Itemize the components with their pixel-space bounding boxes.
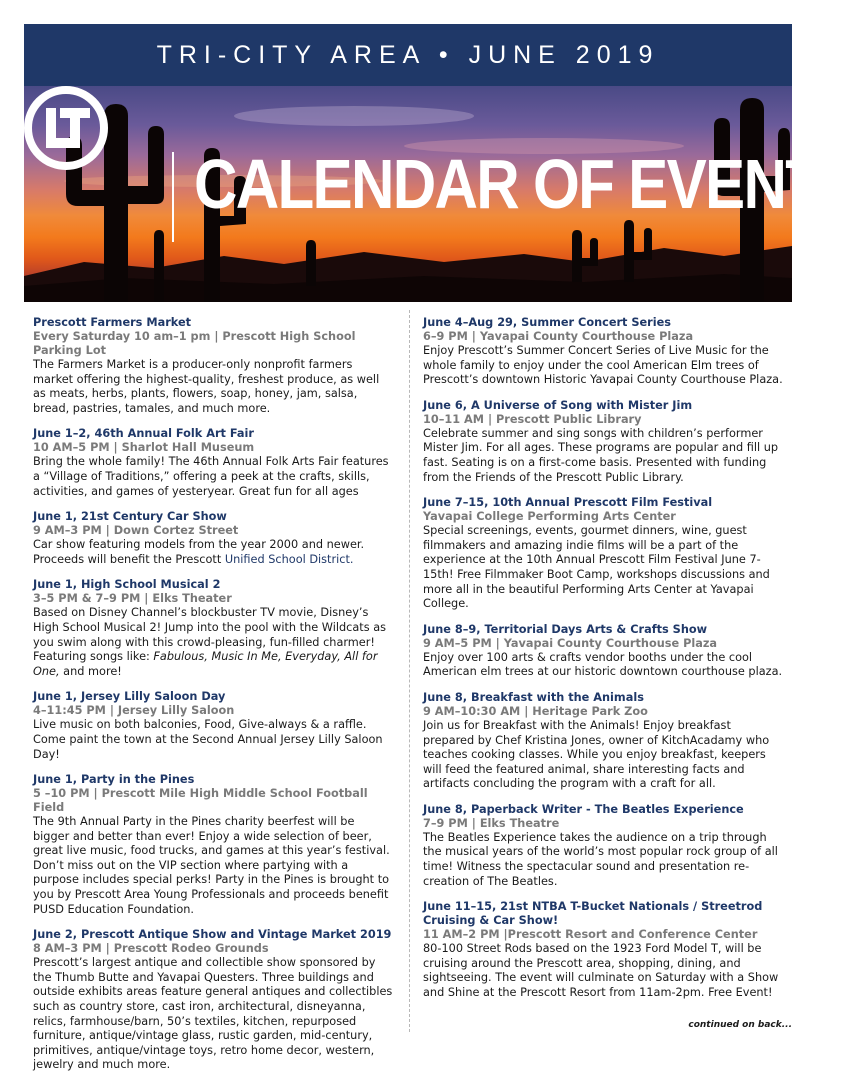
event-description-text: Bring the whole family! The 46th Annual Folk Arts Fair features a “Village of Traditions,” offering a peek at the crafts, skills, activities, and games of yesteryear. Great fun for all ages [33, 455, 389, 498]
event-description-text: 80-100 Street Rods based on the 1923 Ford Model T, will be cruising around the Prescott area, shopping, dining, and sightseeing. The event will culminate on Saturday with a Show and Shine at the Prescott Resort from 11am-2pm. Free Event! [423, 942, 779, 1000]
event-item [33, 773, 393, 917]
event-title: June 1–2, 46th Annual Folk Art Fair [33, 427, 254, 441]
event-description [423, 344, 783, 388]
event-item [33, 427, 393, 499]
banner-text: TRI-CITY AREA • JUNE 2019 [156, 40, 660, 69]
event-title: June 8, Paperback Writer - The Beatles Experience [423, 802, 744, 816]
event-description-text: Celebrate summer and sing songs with children’s performer Mister Jim. For all ages. These programs are popular and fill up fast. Seating is on a first-come basis. Presented with funding from the Friends of the Prescott Public Library. [423, 426, 779, 484]
event-time-location: 9 AM–5 PM | Yavapai County Courthouse Plaza [423, 636, 718, 650]
event-item [33, 578, 393, 679]
event-title: June 8, Breakfast with the Animals [423, 690, 644, 704]
event-description-link[interactable]: Unified School District. [224, 552, 354, 566]
event-time-location: 6–9 PM | Yavapai County Courthouse Plaza [423, 330, 694, 343]
event-item [423, 399, 783, 485]
page-title: CALENDAR OF EVENTS [194, 145, 859, 223]
event-description [33, 538, 393, 567]
event-description [33, 455, 393, 499]
event-description-text: Enjoy Prescott’s Summer Concert Series of Live Music for the whole family to enjoy under the cool American Elm trees of Prescott’s downtown Historic Yavapai County Courthouse Plaza. [423, 344, 783, 387]
event-item [423, 900, 783, 1000]
event-title: June 2, Prescott Antique Show and Vintage Market 2019 [33, 928, 392, 942]
event-item [423, 623, 783, 680]
header-banner [24, 24, 792, 86]
event-time-location: 4–11:45 PM | Jersey Lilly Saloon [33, 704, 235, 718]
event-description [423, 719, 783, 792]
event-description [33, 358, 393, 416]
event-title: Prescott Farmers Market [33, 316, 192, 329]
event-time-location: 9 AM–10:30 AM | Heritage Park Zoo [423, 704, 648, 718]
hero-image [24, 86, 859, 302]
event-description [423, 427, 783, 485]
event-title: June 6, A Universe of Song with Mister Jim [423, 398, 693, 412]
event-description [423, 831, 783, 889]
event-description [33, 815, 393, 917]
event-description-text: Special screenings, events, gourmet dinners, wine, guest filmmakers and amazing indie films will be a part of the experience at the 10th Annual Prescott Film Festival June 7-15th! Free Filmmaker Boot Camp, workshops discussions and more all in the beautiful Performing Arts Center at Yavapai College. [423, 524, 770, 611]
event-description [33, 606, 393, 679]
lt-logo [24, 86, 108, 170]
left-column [33, 316, 393, 1084]
continued-note: continued on back... [688, 1020, 792, 1030]
event-description-text: Car show featuring models from the year 2000 and newer. Proceeds will benefit the Prescott [33, 538, 365, 566]
event-time-location: 11 AM–2 PM |Prescott Resort and Conference Center [423, 928, 758, 942]
right-column [423, 316, 783, 1012]
event-title: June 4–Aug 29, Summer Concert Series [423, 316, 672, 329]
event-description-text: The Beatles Experience takes the audience on a trip through the musical years of the world’s most popular rock group of all time! Witness the spectacular sound and presentation re-creation of The Beatles. [423, 830, 778, 888]
event-item [423, 803, 783, 889]
event-title: June 11–15, 21st NTBA T-Bucket Nationals / Streetrod Cruising & Car Show! [423, 900, 763, 928]
event-description [423, 651, 783, 680]
event-item [33, 510, 393, 567]
event-time-location: 10–11 AM | Prescott Public Library [423, 412, 642, 426]
event-item [33, 690, 393, 762]
event-time-location: Yavapai College Performing Arts Center [423, 510, 676, 524]
event-time-location: 7–9 PM | Elks Theatre [423, 816, 560, 830]
event-time-location: 5 –10 PM | Prescott Mile High Middle School Football Field [33, 787, 368, 815]
event-title: June 8–9, Territorial Days Arts & Crafts Show [423, 622, 708, 636]
event-title: June 1, High School Musical 2 [33, 578, 221, 592]
title-divider [172, 152, 174, 242]
event-description-text: Join us for Breakfast with the Animals! Enjoy breakfast prepared by Chef Kristina Jones, owner of KitchAcadamy who teaches cooking classes. While you enjoy breakfast, keepers will feed the featured animal, share interesting facts and artifacts concluding the program with a craft for all. [423, 718, 770, 791]
event-item [423, 496, 783, 612]
event-time-location: 3–5 PM & 7–9 PM | Elks Theater [33, 592, 232, 606]
event-description-text: The Farmers Market is a producer-only nonprofit farmers market offering the highest-quality, freshest produce, as well as meats, herbs, plants, flowers, soap, honey, jam, salsa, bread, pastries, tamales, and much more. [33, 358, 380, 415]
event-title: June 1, Jersey Lilly Saloon Day [33, 690, 226, 704]
event-title: June 7–15, 10th Annual Prescott Film Festival [423, 496, 713, 510]
event-title: June 1, Party in the Pines [33, 773, 195, 787]
event-description-text: Prescott’s largest antique and collectible show sponsored by the Thumb Butte and Yavapai Questers. Three buildings and outside exhibits areas feature general antiques and collectibles such as country store, cast iron, architectural, disneyanna, relics, farmhouse/barn, 50’s textiles, kitchen, repurposed furniture, antique/vintage glass, rustic garden, mid-century, primitives, antique/vintage toys, retro home decor, western, jewelry and much more. [33, 956, 393, 1072]
event-description-text: Live music on both balconies, Food, Give-always & a raffle. Come paint the town at the Second Annual Jersey Lilly Saloon Day! [33, 718, 383, 761]
event-title: June 1, 21st Century Car Show [33, 510, 227, 524]
event-item [33, 316, 393, 416]
event-description [33, 718, 393, 762]
event-description-songs: Fabulous, Music In Me, Everyday, All for One, [33, 650, 378, 678]
event-time-location: 10 AM–5 PM | Sharlot Hall Museum [33, 441, 255, 455]
event-time-location: 9 AM–3 PM | Down Cortez Street [33, 524, 239, 538]
event-description [423, 942, 783, 1000]
event-description-text: The 9th Annual Party in the Pines charity beerfest will be bigger and better than ever! Enjoy a wide selection of beer, great live music, food trucks, and games at this year’s festival. Don’t miss out on the VIP section where partying with a purpose includes special perks! Party in the Pines is brought to you by Prescott Area Young Professionals and proceeds benefit PUSD Education Foundation. [33, 815, 390, 916]
event-description [423, 524, 783, 612]
event-description-tail: and more! [59, 664, 122, 678]
column-divider [409, 310, 410, 1032]
event-item [423, 316, 783, 388]
event-item [423, 691, 783, 792]
event-time-location: 8 AM–3 PM | Prescott Rodeo Grounds [33, 942, 269, 956]
event-description-text: Enjoy over 100 arts & crafts vendor booths under the cool American elm trees at our historic downtown courthouse plaza. [423, 650, 783, 679]
event-time-location: Every Saturday 10 am–1 pm | Prescott High School Parking Lot [33, 330, 356, 357]
event-description-text: Based on Disney Channel’s blockbuster TV movie, Disney’s High School Musical 2! Jump into the pool with the Wildcats as you swim along with this crowd-pleasing, fun-filled charmer! Featuring songs like: [33, 606, 386, 664]
event-description [33, 956, 393, 1073]
event-item [33, 928, 393, 1073]
